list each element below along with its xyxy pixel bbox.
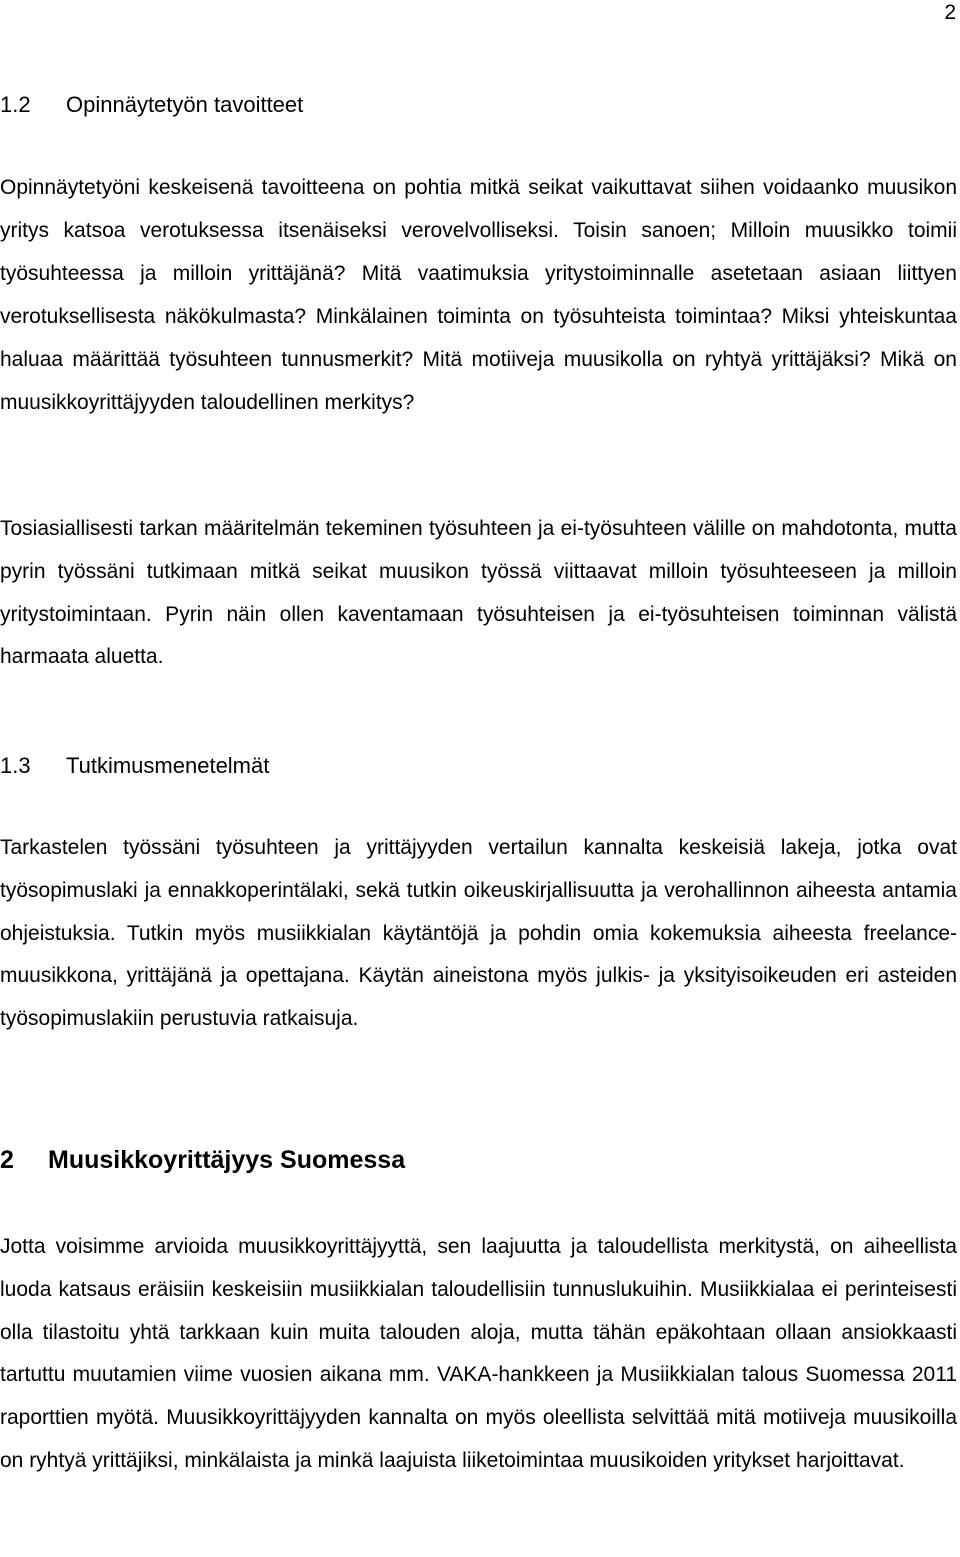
paragraph-objectives: Opinnäytetyöni keskeisenä tavoitteena on pohtia mitkä seikat vaikuttavat siihen voidaanko muusikon yritys katsoa verotuksessa itsenäiseksi verovelvolliseksi. Toisin sanoen; Milloin muusikko toimii työsuhteessa ja milloin yrittäjänä? Mitä vaatimuksia yritystoiminnalle asetetaan asiaan liittyen verotuksellisesta näkökulmasta? Minkälainen toiminta on työsuhteista toimintaa? Miksi yhteiskuntaa haluaa määrittää työsuhteen tunnusmerkit? Mitä motiiveja muusikolla on ryhtyä yrittäjäksi? Mikä on muusikkoyrittäjyyden taloudellinen merkitys? — [0, 176, 957, 414]
section-heading-1-3 — [0, 751, 957, 781]
chapter-number: 2 — [0, 1146, 14, 1174]
section-heading-1-2 — [0, 90, 957, 120]
paragraph-definition: Tosiasiallisesti tarkan määritelmän tekeminen työsuhteen ja ei-työsuhteen välille on mahdotonta, mutta pyrin työssäni tutkimaan mitkä seikat muusikon työssä viittaavat milloin työsuhteeseen ja milloin yritystoimintaan. Pyrin näin ollen kaventamaan työsuhteisen ja ei-työsuhteisen toiminnan välistä harmaata aluetta. — [0, 517, 957, 669]
paragraph-methods: Tarkastelen työssäni työsuhteen ja yrittäjyyden vertailun kannalta keskeisiä lakeja, jotka ovat työsopimuslaki ja ennakkoperintälaki, sekä tutkin oikeuskirjallisuutta ja verohallinnon aiheesta antamia ohjeistuksia. Tutkin myös musiikkialan käytäntöjä ja pohdin omia kokemuksia aiheesta freelance-muusikkona, yrittäjänä ja opettajana. Käytän aineistona myös julkis- ja yksityisoikeuden eri asteiden työsopimuslakiin perustuvia ratkaisuja. — [0, 836, 957, 1031]
page-number: 2 — [944, 1, 956, 24]
chapter-heading-2 — [0, 1144, 957, 1176]
section-number: 1.2 — [0, 92, 31, 117]
section-title: Opinnäytetyön tavoitteet — [66, 92, 304, 117]
paragraph-entrepreneurship: Jotta voisimme arvioida muusikkoyrittäjyyttä, sen laajuutta ja taloudellista merkitystä, on aiheellista luoda katsaus eräisiin keskeisiin musiikkialan taloudellisiin tunnuslukuihin. Musiikkialaa ei perinteisesti olla tilastoitu yhtä tarkkaan kuin muita talouden aloja, mutta tähän epäkohtaan ollaan ansiokkaasti tartuttu muutamien viime vuosien aikana mm. VAKA-hankkeen ja Musiikkialan talous Suomessa 2011 raporttien myötä. Muusikkoyrittäjyyden kannalta on myös oleellista selvittää mitä motiiveja muusikoilla on ryhtyä yrittäjiksi, minkälaista ja minkä laajuista liiketoimintaa muusikoiden yritykset harjoittavat. — [0, 1235, 957, 1472]
section-number: 1.3 — [0, 753, 31, 778]
chapter-title: Muusikkoyrittäjyys Suomessa — [48, 1146, 406, 1174]
section-title: Tutkimusmenetelmät — [66, 753, 270, 778]
